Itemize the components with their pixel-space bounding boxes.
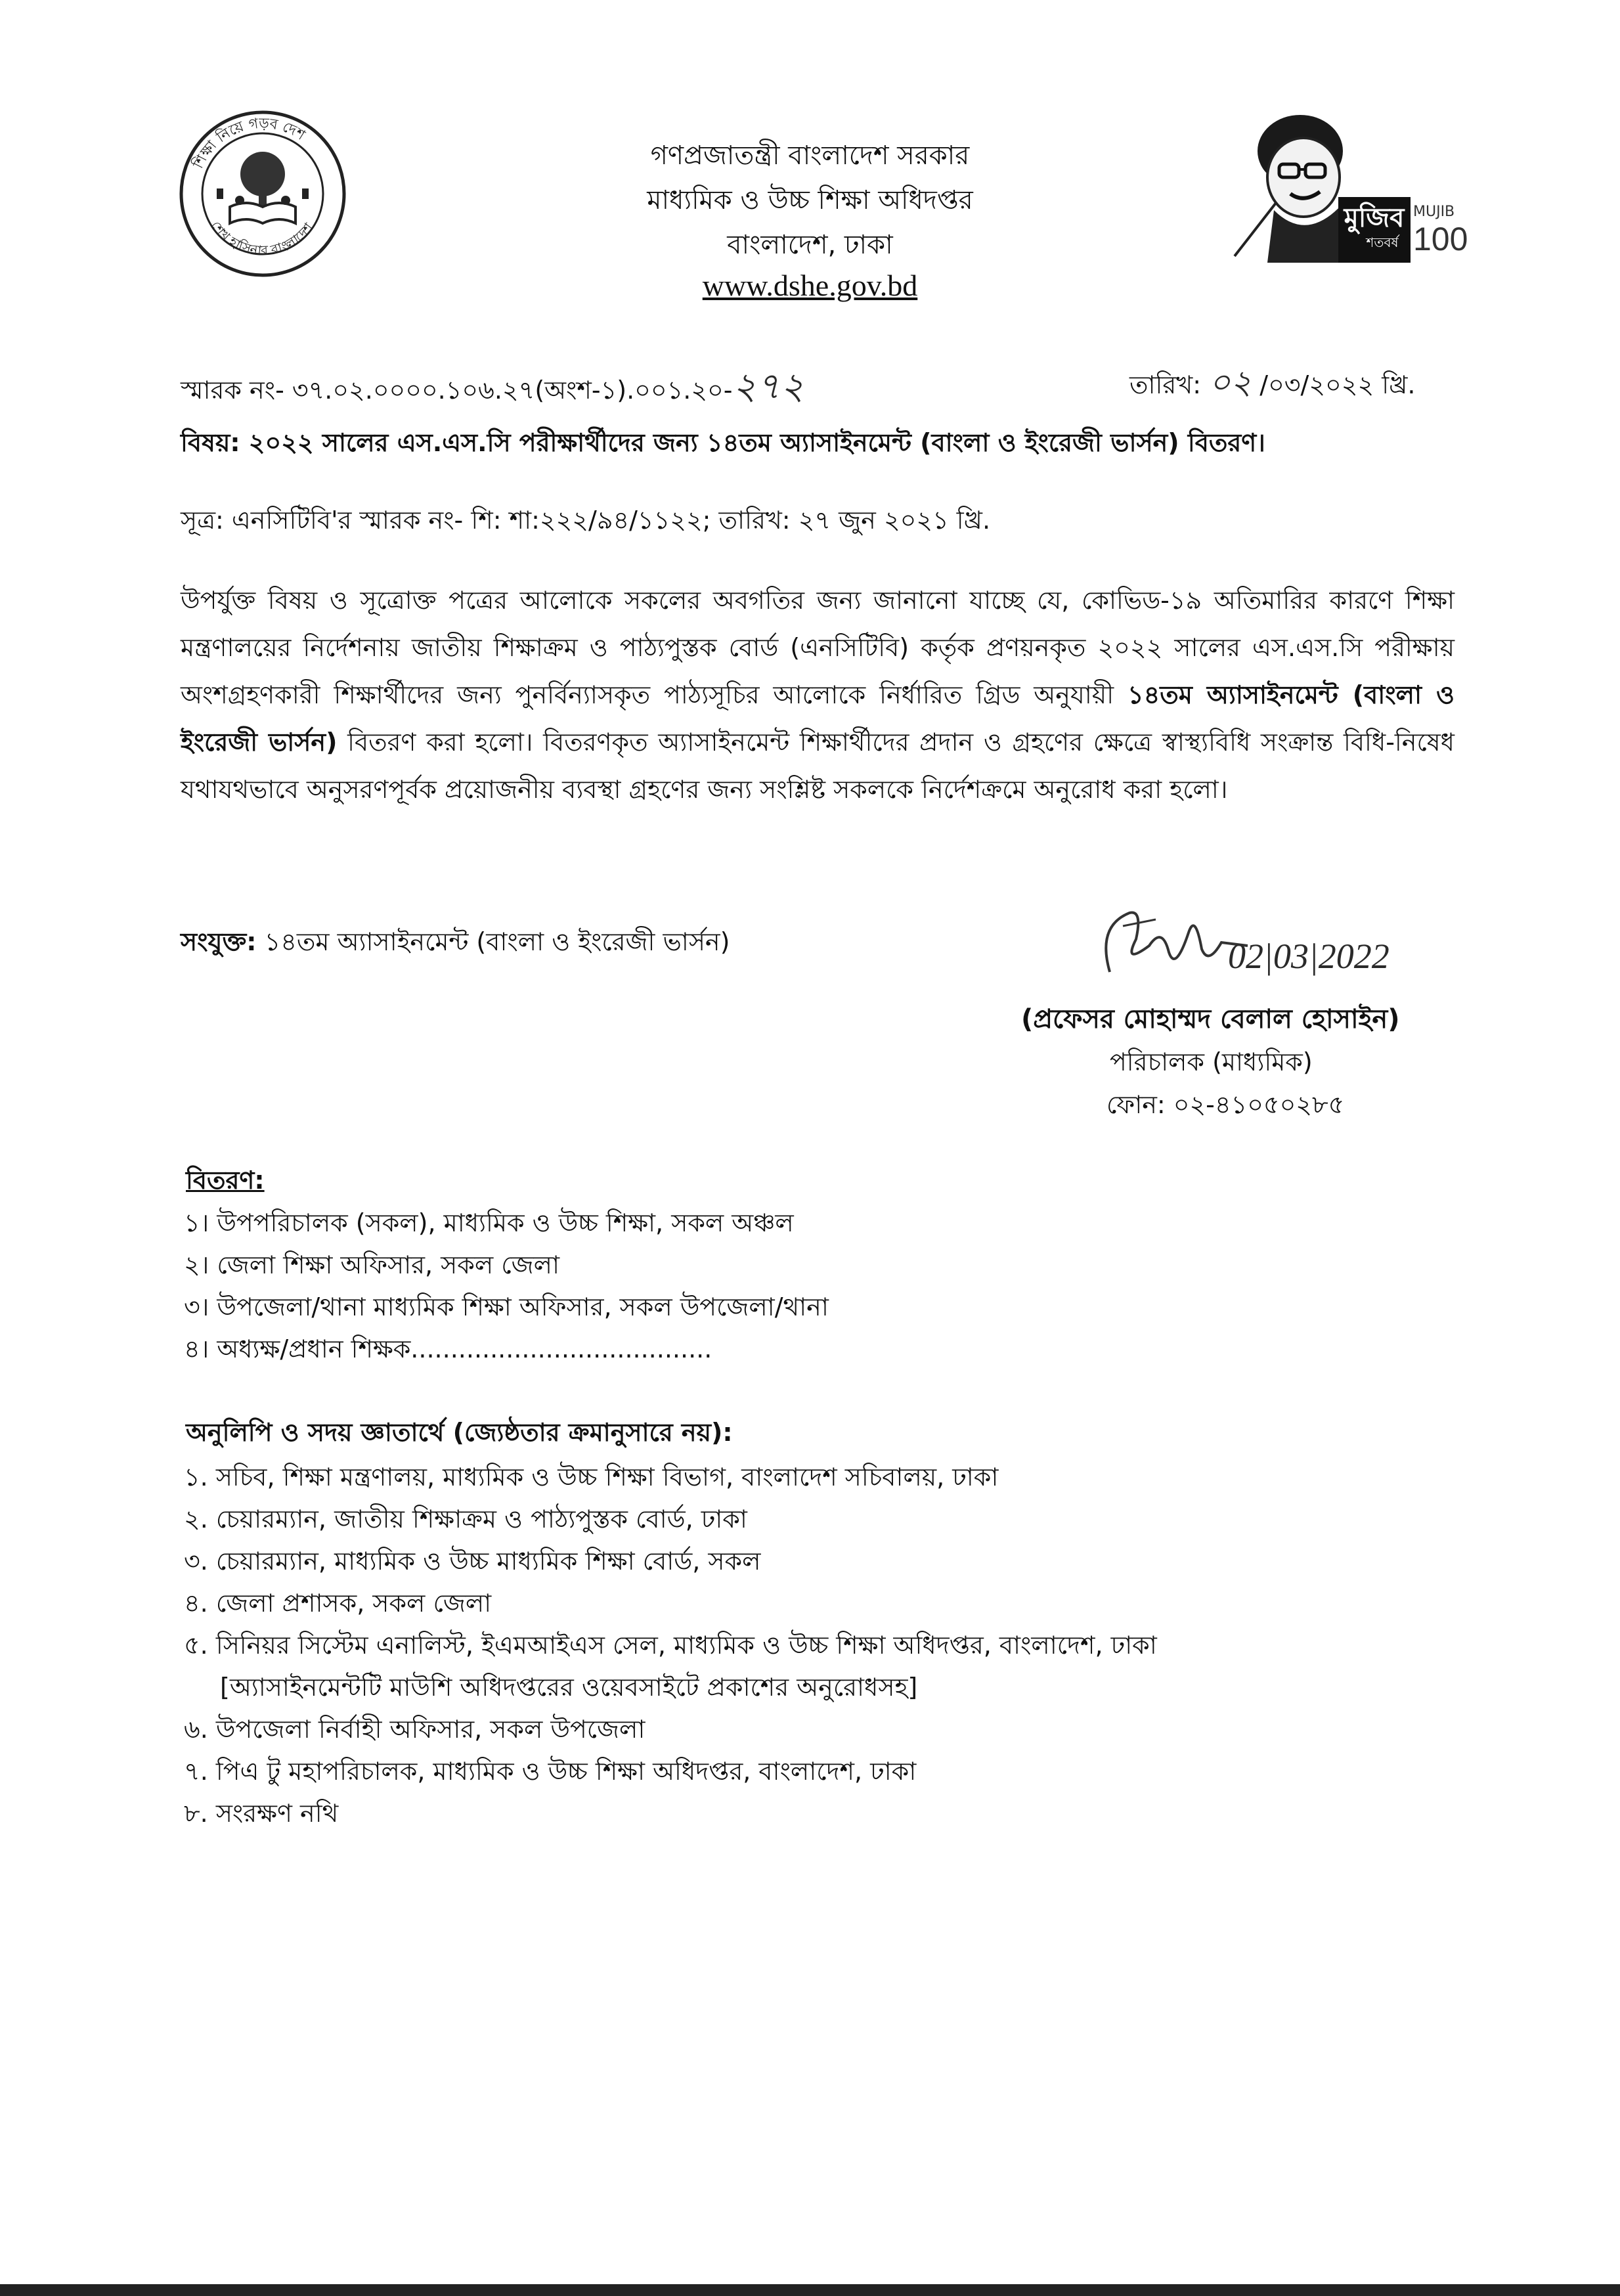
mujib-logo-subtext: শতবর্ষ: [1366, 234, 1399, 250]
header-govt-line: গণপ্রজাতন্ত্রী বাংলাদেশ সরকার: [650, 141, 970, 171]
distribution-item: ২। জেলা শিক্ষা অফিসার, সকল জেলা: [184, 1250, 560, 1279]
seal-arc-top-text: শিক্ষা নিয়ে গড়ব দেশ: [190, 115, 308, 171]
distribution-heading: বিতরণ:: [186, 1166, 265, 1195]
header-location-line: বাংলাদেশ, ঢাকা: [727, 230, 893, 260]
signatory-designation: পরিচালক (মাধ্যমিক): [1110, 1048, 1313, 1076]
distribution-item: ৪। অধ্যক্ষ/প্রধান শিক্ষক......................................: [184, 1335, 712, 1363]
body-text-part2: বিতরণ করা হলো। বিতরণকৃত অ্যাসাইনমেন্ট শিক্ষার্থীদের প্রদান ও গ্রহণের ক্ষেত্রে স্বাস্থ্যবিধি সংক্রান্ত বিধি-নিষেধ যথাযথভাবে অনুসরণপূর্বক প্রয়োজনীয় ব্যবস্থা গ্রহণের জন্য সংশ্লিষ্ট সকলকে নির্দেশক্রমে অনুরোধ করা হলো।: [181, 728, 1455, 804]
memo-date-handwritten: ০২: [1209, 364, 1252, 401]
signature-handwritten-date: 02|03|2022: [1228, 937, 1390, 976]
body-text-bold: ১৪তম অ্যাসাইনমেন্ট (বাংলা ও ইংরেজী ভার্সন): [181, 680, 1455, 757]
memo-reference-handwritten: ২৭২: [732, 366, 804, 407]
memo-reference-label: স্মারক নং- ৩৭.০২.০০০০.১০৬.২৭(অংশ-১).০০১.২০-: [181, 376, 733, 405]
copy-item: ৫. সিনিয়র সিস্টেম এনালিস্ট, ইএমআইএস সেল, মাধ্যমিক ও উচ্চ শিক্ষা অধিদপ্তর, বাংলাদেশ, ঢাকা: [184, 1631, 1157, 1660]
seal-arc-bottom-text: শেখ হাসিনার বাংলাদেশ: [208, 217, 317, 259]
subject-line: [181, 424, 1265, 466]
mujib-borsho-logo: [1221, 99, 1468, 269]
subject-label: বিষয়:: [181, 428, 240, 457]
source-reference: সূত্র: এনসিটিবি'র স্মারক নং- শি: শা:২২২/৯৪/১১২২; তারিখ: ২৭ জুন ২০২১ খ্রি.: [181, 506, 991, 535]
subject-text: ২০২২ সালের এস.এস.সি পরীক্ষার্থীদের জন্য ১৪তম অ্যাসাইনমেন্ট (বাংলা ও ইংরেজী ভার্সন) বিতরণ।: [248, 428, 1265, 457]
attachment-label: সংযুক্ত:: [181, 927, 257, 956]
copy-item: ৪. জেলা প্রশাসক, সকল জেলা: [184, 1589, 492, 1618]
scan-bottom-edge: [0, 2284, 1620, 2296]
copy-item: ৩. চেয়ারম্যান, মাধ্যমিক ও উচ্চ মাধ্যমিক শিক্ষা বোর্ড, সকল: [184, 1547, 761, 1576]
header-directorate-line: মাধ্যমিক ও উচ্চ শিক্ষা অধিদপ্তর: [647, 185, 973, 215]
copy-item: ৮. সংরক্ষণ নথি: [184, 1799, 339, 1828]
attachment-line: [181, 923, 730, 965]
memo-date-label: তারিখ:: [1129, 370, 1202, 399]
body-text-part1: উপর্যুক্ত বিষয় ও সূত্রোক্ত পত্রের আলোকে সকলের অবগতির জন্য জানানো যাচ্ছে যে, কোভিড-১৯ অতিমারির কারণে শিক্ষা মন্ত্রণালয়ের নির্দেশনায় জাতীয় শিক্ষাক্রম ও পাঠ্যপুস্তক বোর্ড (এনসিটিবি) কর্তৃক প্রণয়নকৃত ২০২২ সালের এস.এস.সি পরীক্ষায় অংশগ্রহণকারী শিক্ষার্থীদের জন্য পুনর্বিন্যাসকৃত পাঠ্যসূচির আলোকে নির্ধারিত গ্রিড অনুযায়ী: [181, 586, 1455, 709]
body-paragraph: [181, 577, 1455, 813]
signatory-phone: ফোন: ০২-৪১০৫০২৮৫: [1106, 1090, 1345, 1119]
copy-item-note: [অ্যাসাইনমেন্টটি মাউশি অধিদপ্তরের ওয়েবসাইটে প্রকাশের অনুরোধসহ]: [220, 1673, 918, 1702]
memo-date-rest: /০৩/২০২২ খ্রি.: [1259, 370, 1416, 399]
copy-item: ১. সচিব, শিক্ষা মন্ত্রণালয়, মাধ্যমিক ও উচ্চ শিক্ষা বিভাগ, বাংলাদেশ সচিবালয়, ঢাকা: [184, 1463, 999, 1491]
signatory-name: (প্রফেসর মোহাম্মদ বেলাল হোসাইন): [1021, 1004, 1400, 1034]
website-link[interactable]: www.dshe.gov.bd: [702, 269, 918, 302]
mujib-logo-en: MUJIB: [1413, 204, 1455, 220]
attachment-text: ১৪তম অ্যাসাইনমেন্ট (বাংলা ও ইংরেজী ভার্সন): [264, 927, 730, 956]
distribution-item: ১। উপপরিচালক (সকল), মাধ্যমিক ও উচ্চ শিক্ষা, সকল অঞ্চল: [184, 1208, 794, 1237]
copy-item: ৬. উপজেলা নির্বাহী অফিসার, সকল উপজেলা: [184, 1715, 646, 1744]
mujib-logo-text: মুজিব: [1344, 203, 1405, 233]
copy-item: ২. চেয়ারম্যান, জাতীয় শিক্ষাক্রম ও পাঠ্যপুস্তক বোর্ড, ঢাকা: [184, 1505, 747, 1534]
mujib-logo-number: 100: [1413, 221, 1468, 257]
copy-item: ৭. পিএ টু মহাপরিচালক, মাধ্যমিক ও উচ্চ শিক্ষা অধিদপ্তর, বাংলাদেশ, ঢাকা: [184, 1757, 917, 1786]
distribution-item: ৩। উপজেলা/থানা মাধ্যমিক শিক্ষা অফিসার, সকল উপজেলা/থানা: [184, 1292, 829, 1321]
copies-heading: অনুলিপি ও সদয় জ্ঞাতার্থে (জ্যেষ্ঠতার ক্রমানুসারে নয়):: [186, 1418, 733, 1447]
memo-reference: [181, 358, 804, 420]
memo-date: [1129, 358, 1415, 412]
